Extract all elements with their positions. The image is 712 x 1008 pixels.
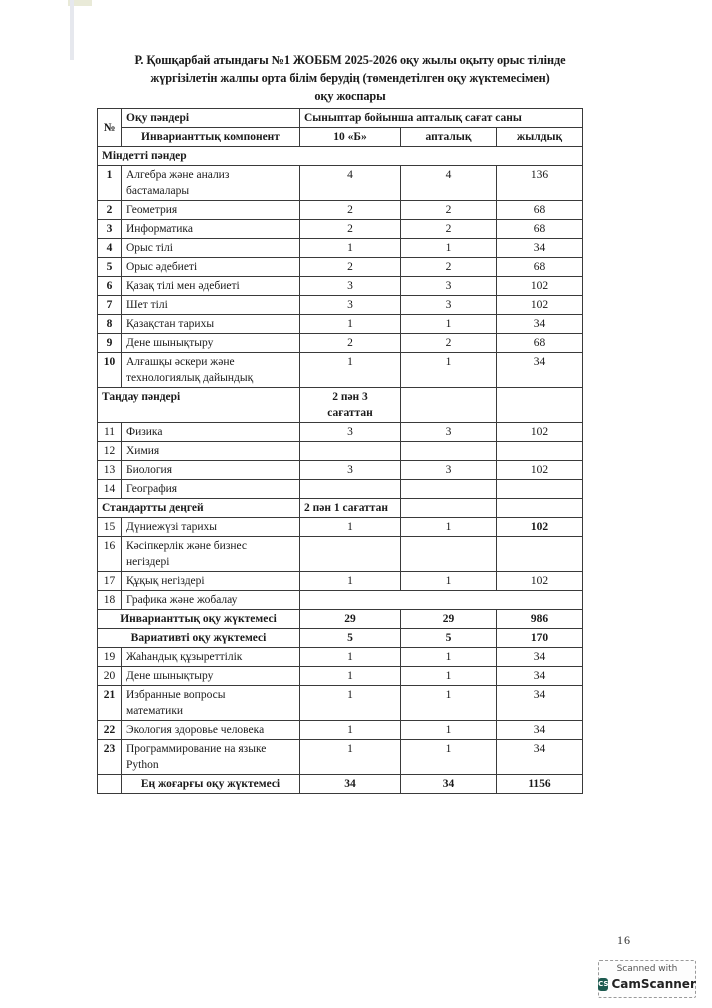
class-hours: 1 xyxy=(300,239,401,258)
subject-name xyxy=(122,220,300,239)
row-number: 3 xyxy=(98,220,122,239)
section-standard-note: 2 пән 1 сағаттан xyxy=(300,499,401,518)
row-number xyxy=(98,775,122,794)
row-number: 6 xyxy=(98,277,122,296)
weekly-hours: 3 xyxy=(401,277,497,296)
empty-cell xyxy=(497,499,583,518)
row-number: 4 xyxy=(98,239,122,258)
empty-cell xyxy=(401,499,497,518)
weekly-hours: 2 xyxy=(401,334,497,353)
subject-name-line: Графика және жобалау xyxy=(126,594,238,606)
class-hours: 3 xyxy=(300,423,401,442)
class-hours xyxy=(300,537,401,572)
subject-name-line: Дене шынықтыру xyxy=(126,670,214,682)
subject-name xyxy=(122,239,300,258)
row-number: 10 xyxy=(98,353,122,388)
watermark-caption: Scanned with xyxy=(616,964,678,974)
subject-name xyxy=(122,518,300,537)
subject-name-line: Программирование на языке xyxy=(126,743,267,755)
row-number: 14 xyxy=(98,480,122,499)
row-number: 8 xyxy=(98,315,122,334)
weekly-hours xyxy=(401,537,497,572)
header-weekly: апталық xyxy=(401,128,497,147)
yearly-hours: 34 xyxy=(497,721,583,740)
header-subjects: Оқу пәндері xyxy=(122,109,300,128)
subject-row xyxy=(98,686,583,721)
class-hours: 3 xyxy=(300,461,401,480)
row-number: 23 xyxy=(98,740,122,775)
weekly-hours: 1 xyxy=(401,740,497,775)
yearly-hours xyxy=(497,480,583,499)
subject-name xyxy=(122,740,300,775)
subject-name xyxy=(122,296,300,315)
section-mandatory-row xyxy=(98,147,583,166)
weekly-hours: 1 xyxy=(401,315,497,334)
row-number: 5 xyxy=(98,258,122,277)
subject-row xyxy=(98,591,583,610)
camscanner-watermark xyxy=(598,960,696,998)
subject-row xyxy=(98,537,583,572)
weekly-hours: 3 xyxy=(401,461,497,480)
class-hours: 4 xyxy=(300,166,401,201)
class-hours: 1 xyxy=(300,518,401,537)
subject-row xyxy=(98,572,583,591)
class-hours: 1 xyxy=(300,721,401,740)
row-number: 12 xyxy=(98,442,122,461)
subject-name-line: Орыс тілі xyxy=(126,242,173,254)
subject-name xyxy=(122,648,300,667)
class-hours: 1 xyxy=(300,686,401,721)
total-yearly: 1156 xyxy=(497,775,583,794)
subject-row xyxy=(98,423,583,442)
yearly-hours: 102 xyxy=(497,461,583,480)
subject-name xyxy=(122,442,300,461)
subject-name xyxy=(122,353,300,388)
subject-name xyxy=(122,721,300,740)
subject-name xyxy=(122,277,300,296)
subject-name xyxy=(122,686,300,721)
class-hours: 3 xyxy=(300,277,401,296)
subject-name-line: Дене шынықтыру xyxy=(126,337,214,349)
row-number: 13 xyxy=(98,461,122,480)
yearly-hours xyxy=(497,442,583,461)
document-title xyxy=(100,51,600,105)
subject-row xyxy=(98,721,583,740)
subject-name xyxy=(122,315,300,334)
weekly-hours: 1 xyxy=(401,721,497,740)
subject-row xyxy=(98,334,583,353)
header-component: Инварианттық компонент xyxy=(122,128,300,147)
class-hours xyxy=(300,442,401,461)
row-number: 1 xyxy=(98,166,122,201)
page-number: 16 xyxy=(617,933,631,947)
title-line: Р. Қошқарбай атындағы №1 ЖОББМ 2025-2026 оқу жылы оқыту орыс тілінде xyxy=(134,53,566,67)
subject-name-line: Кәсіпкерлік және бизнес xyxy=(126,540,248,552)
row-number: 15 xyxy=(98,518,122,537)
weekly-hours: 1 xyxy=(401,686,497,721)
subject-name-line: Орыс әдебиеті xyxy=(126,261,198,273)
class-hours: 1 xyxy=(300,353,401,388)
row-number: 7 xyxy=(98,296,122,315)
subject-name xyxy=(122,480,300,499)
title-line: жүргізілетін жалпы орта білім берудің (төмендетілген оқу жүктемесімен) xyxy=(150,71,550,85)
yearly-hours: 68 xyxy=(497,334,583,353)
section-elective: Таңдау пәндері xyxy=(98,388,300,423)
row-number: 19 xyxy=(98,648,122,667)
subject-row xyxy=(98,518,583,537)
yearly-hours: 102 xyxy=(497,277,583,296)
subject-name-line: Қазақ тілі мен әдебиеті xyxy=(126,280,240,292)
subject-name-line: Биология xyxy=(126,464,173,476)
class-hours: 1 xyxy=(300,315,401,334)
subject-row xyxy=(98,258,583,277)
subject-name-line: Геометрия xyxy=(126,204,178,216)
subject-name xyxy=(122,591,300,610)
subject-name-line: Шет тілі xyxy=(126,299,168,311)
weekly-hours: 1 xyxy=(401,239,497,258)
curriculum-table xyxy=(97,108,583,794)
total-weekly: 5 xyxy=(401,629,497,648)
class-hours xyxy=(300,480,401,499)
section-standard: Стандартты деңгей xyxy=(98,499,300,518)
weekly-hours: 2 xyxy=(401,220,497,239)
yearly-hours: 34 xyxy=(497,740,583,775)
note-line: 2 пән 3 xyxy=(332,391,368,403)
row-number: 9 xyxy=(98,334,122,353)
subject-name-line: Алғашқы әскери және xyxy=(126,356,235,368)
subject-name-line: Алгебра және анализ xyxy=(126,169,230,181)
section-elective-row xyxy=(98,388,583,423)
section-standard-row xyxy=(98,499,583,518)
subject-name-line: Құқық негіздері xyxy=(126,575,205,587)
subject-row xyxy=(98,277,583,296)
subject-name-line: математики xyxy=(126,705,184,717)
total-weekly: 34 xyxy=(401,775,497,794)
subject-row xyxy=(98,166,583,201)
row-number: 18 xyxy=(98,591,122,610)
row-number: 20 xyxy=(98,667,122,686)
yearly-hours: 34 xyxy=(497,353,583,388)
class-hours: 2 xyxy=(300,258,401,277)
total-weekly: 29 xyxy=(401,610,497,629)
subject-name xyxy=(122,572,300,591)
watermark-brand: CamScanner xyxy=(611,977,696,991)
total-yearly: 170 xyxy=(497,629,583,648)
class-hours: 1 xyxy=(300,740,401,775)
header-row-1 xyxy=(98,109,583,128)
max-total-row xyxy=(98,775,583,794)
weekly-hours: 1 xyxy=(401,518,497,537)
class-hours: 2 xyxy=(300,334,401,353)
subject-row xyxy=(98,315,583,334)
weekly-hours: 1 xyxy=(401,572,497,591)
total-class: 5 xyxy=(300,629,401,648)
subject-name-line: Жаһандық құзыреттілік xyxy=(126,651,243,663)
weekly-hours: 3 xyxy=(401,423,497,442)
subject-row xyxy=(98,220,583,239)
row-number: 2 xyxy=(98,201,122,220)
subject-name xyxy=(122,334,300,353)
weekly-hours: 3 xyxy=(401,296,497,315)
subject-row xyxy=(98,461,583,480)
scan-edge-strip xyxy=(70,0,74,60)
row-number: 22 xyxy=(98,721,122,740)
class-hours: 2 xyxy=(300,201,401,220)
row-number: 16 xyxy=(98,537,122,572)
subject-name xyxy=(122,423,300,442)
yearly-hours: 136 xyxy=(497,166,583,201)
total-class: 29 xyxy=(300,610,401,629)
subject-name-line: технологиялық дайындық xyxy=(126,372,254,384)
yearly-hours: 102 xyxy=(497,518,583,537)
subject-row xyxy=(98,740,583,775)
subject-row xyxy=(98,442,583,461)
total-label: Инварианттық оқу жүктемесі xyxy=(98,610,300,629)
class-hours: 3 xyxy=(300,296,401,315)
empty-cell xyxy=(497,388,583,423)
section-mandatory: Міндетті пәндер xyxy=(98,147,583,166)
yearly-hours: 68 xyxy=(497,258,583,277)
subject-name xyxy=(122,461,300,480)
yearly-hours: 34 xyxy=(497,686,583,721)
subject-name xyxy=(122,667,300,686)
note-line: сағаттан xyxy=(327,407,373,419)
row-number: 21 xyxy=(98,686,122,721)
yearly-hours: 68 xyxy=(497,201,583,220)
subject-row xyxy=(98,667,583,686)
yearly-hours: 68 xyxy=(497,220,583,239)
subject-name-line: Физика xyxy=(126,426,163,438)
variative-total-row xyxy=(98,629,583,648)
subject-name xyxy=(122,166,300,201)
subject-name-line: Қазақстан тарихы xyxy=(126,318,215,330)
yearly-hours xyxy=(497,537,583,572)
subject-row xyxy=(98,480,583,499)
subject-name-line: Избранные вопросы xyxy=(126,689,226,701)
subject-row xyxy=(98,648,583,667)
weekly-hours: 2 xyxy=(401,258,497,277)
subject-name-line: Химия xyxy=(126,445,160,457)
yearly-hours: 34 xyxy=(497,667,583,686)
subject-row xyxy=(98,353,583,388)
weekly-hours: 1 xyxy=(401,648,497,667)
yearly-hours: 34 xyxy=(497,315,583,334)
subject-name-line: бастамалары xyxy=(126,185,190,197)
weekly-hours: 1 xyxy=(401,353,497,388)
subject-name-line: География xyxy=(126,483,178,495)
title-line: оқу жоспары xyxy=(314,89,386,103)
subject-name-line: Дүниежүзі тарихы xyxy=(126,521,217,533)
yearly-hours: 102 xyxy=(497,572,583,591)
subject-name-line: Python xyxy=(126,759,159,771)
weekly-hours xyxy=(401,480,497,499)
section-elective-note xyxy=(300,388,401,423)
weekly-hours: 4 xyxy=(401,166,497,201)
invariant-total-row xyxy=(98,610,583,629)
class-hours: 2 xyxy=(300,220,401,239)
weekly-hours xyxy=(401,442,497,461)
yearly-hours: 102 xyxy=(497,423,583,442)
yearly-hours: 34 xyxy=(497,648,583,667)
header-hours-group: Сыныптар бойынша апталық сағат саны xyxy=(300,109,583,128)
header-no: № xyxy=(98,109,122,147)
subject-name-line: Информатика xyxy=(126,223,193,235)
header-class: 10 «Б» xyxy=(300,128,401,147)
total-label: Вариативті оқу жүктемесі xyxy=(98,629,300,648)
row-number: 17 xyxy=(98,572,122,591)
yearly-hours: 34 xyxy=(497,239,583,258)
subject-name xyxy=(122,201,300,220)
class-hours: 1 xyxy=(300,572,401,591)
header-yearly: жылдық xyxy=(497,128,583,147)
total-label: Ең жоғарғы оқу жүктемесі xyxy=(122,775,300,794)
camscanner-logo-icon: CS xyxy=(598,978,608,991)
subject-name xyxy=(122,537,300,572)
weekly-hours: 1 xyxy=(401,667,497,686)
total-yearly: 986 xyxy=(497,610,583,629)
empty-cell xyxy=(401,388,497,423)
merged-hours-cell xyxy=(300,591,583,610)
weekly-hours: 2 xyxy=(401,201,497,220)
class-hours: 1 xyxy=(300,648,401,667)
header-row-2 xyxy=(98,128,583,147)
subject-name-line: Экология здоровье человека xyxy=(126,724,265,736)
row-number: 11 xyxy=(98,423,122,442)
class-hours: 1 xyxy=(300,667,401,686)
subject-row xyxy=(98,239,583,258)
subject-row xyxy=(98,201,583,220)
subject-name-line: негіздері xyxy=(126,556,170,568)
subject-name xyxy=(122,258,300,277)
yearly-hours: 102 xyxy=(497,296,583,315)
subject-row xyxy=(98,296,583,315)
total-class: 34 xyxy=(300,775,401,794)
